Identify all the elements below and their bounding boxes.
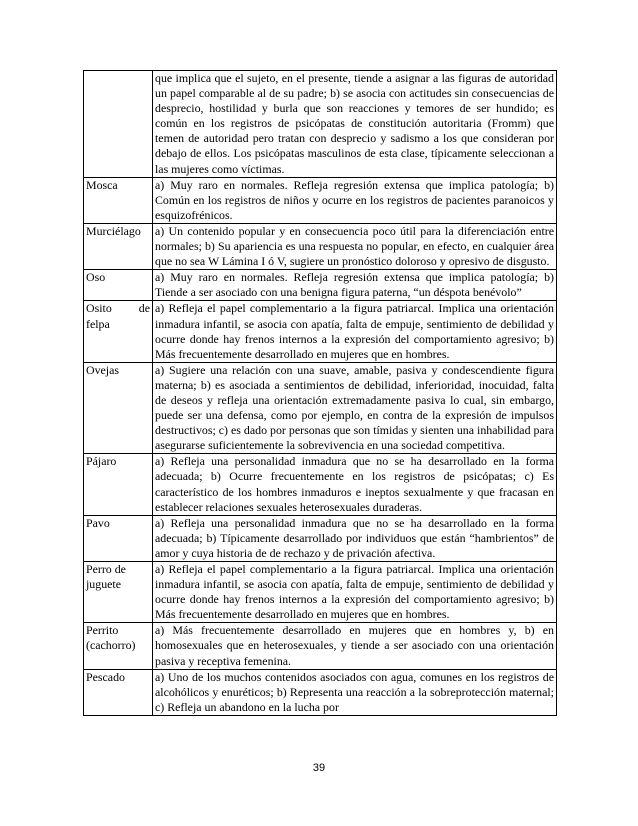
- table-row: [84, 71, 557, 178]
- table-row: [84, 223, 557, 269]
- term-cell: Ovejas: [84, 362, 153, 454]
- table-row: [84, 515, 557, 561]
- table-row: [84, 362, 557, 454]
- description-cell: a) Más frecuentemente desarrollado en mujeres que en hombres y, b) en homosexuales que en heterosexuales, y tiende a ser asociado con una orientación pasiva y receptiva femenina.: [153, 623, 557, 669]
- description-cell: a) Refleja una personalidad inmadura que no se ha desarrollado en la forma adecuada; b) Típicamente desarrollado por individuos que están “hambrientos” de amor y cuya historia de de rechazo y de privación afectiva.: [153, 515, 557, 561]
- table-row: [84, 301, 557, 362]
- description-cell: que implica que el sujeto, en el presente, tiende a asignar a las figuras de autoridad un papel comparable al de su padre; b) se asocia con actitudes sin consecuencias de desprecio, hostilidad y burla que son reacciones y temores de ser hundido; es común en los registros de psicópatas de constitución autoritaria (Fromm) que temen de autoridad pero tratan con desprecio y sadismo a los que consideran por debajo de ellos. Los psicópatas masculinos de esta clase, típicamente seleccionan a las mujeres como víctimas.: [153, 71, 557, 178]
- content-table: [83, 70, 557, 716]
- term-cell: Perro de juguete: [84, 562, 153, 623]
- term-cell: Murciélago: [84, 223, 153, 269]
- term-cell: [84, 71, 153, 178]
- term-cell: Perrito (cachorro): [84, 623, 153, 669]
- table-row: [84, 270, 557, 301]
- table-row: [84, 669, 557, 715]
- term-cell: Pescado: [84, 669, 153, 715]
- description-cell: a) Muy raro en normales. Refleja regresión extensa que implica patología; b) Común en los registros de niños y ocurre en los registros de pacientes paranoicos y esquizofrénicos.: [153, 177, 557, 223]
- table-row: [84, 177, 557, 223]
- term-cell: Mosca: [84, 177, 153, 223]
- description-cell: a) Sugiere una relación con una suave, amable, pasiva y condescendiente figura materna; b) es asociada a sentimientos de debilidad, inferioridad, inocuidad, falta de deseos y refleja una orientación extremadamente pasiva lo cual, sin embargo, puede ser una defensa, como por ejemplo, en contra de la expresión de impulsos destructivos; c) es dado por personas que son tímidas y sienten una inhabilidad para asegurarse suficientemente la sobrevivencia en una sociedad competitiva.: [153, 362, 557, 454]
- page-number: 39: [312, 762, 326, 774]
- term-cell: Pavo: [84, 515, 153, 561]
- table-row: [84, 623, 557, 669]
- description-cell: a) Un contenido popular y en consecuencia poco útil para la diferenciación entre normales; b) Su apariencia es una respuesta no popular, en efecto, en cualquier área que no sea W Lámina I ó V, sugiere un pronóstico doloroso y opresivo de disgusto.: [153, 223, 557, 269]
- description-cell: a) Muy raro en normales. Refleja regresión extensa que implica patología; b) Tiende a ser asociado con una benigna figura paterna, “un déspota benévolo”: [153, 270, 557, 301]
- description-cell: a) Uno de los muchos contenidos asociados con agua, comunes en los registros de alcohólicos y enuréticos; b) Representa una reacción a la sobreprotección maternal; c) Refleja un abandono en la lucha por: [153, 669, 557, 715]
- table-row: [84, 562, 557, 623]
- description-cell: a) Refleja una personalidad inmadura que no se ha desarrollado en la forma adecuada; b) Ocurre frecuentemente en los registros de psicópatas; c) Es característico de los hombres inmaduros e ineptos sexualmente y que fracasan en establecer relaciones sexuales heterosexuales duraderas.: [153, 454, 557, 515]
- description-cell: a) Refleja el papel complementario a la figura patriarcal. Implica una orientación inmadura infantil, se asocia con apatía, falta de empuje, sentimiento de debilidad y ocurre donde hay frenos internos a la expresión del comportamiento agresivo; b) Más frecuentemente desarrollado en mujeres que en hombres.: [153, 301, 557, 362]
- term-cell: Oso: [84, 270, 153, 301]
- term-cell: Pájaro: [84, 454, 153, 515]
- description-cell: a) Refleja el papel complementario a la figura patriarcal. Implica una orientación inmadura infantil, se asocia con apatía, falta de empuje, sentimiento de debilidad y ocurre donde hay frenos internos a la expresión del comportamiento agresivo; b) Más frecuentemente desarrollado en mujeres que en hombres.: [153, 562, 557, 623]
- table-row: [84, 454, 557, 515]
- term-cell: Osito de felpa: [84, 301, 153, 362]
